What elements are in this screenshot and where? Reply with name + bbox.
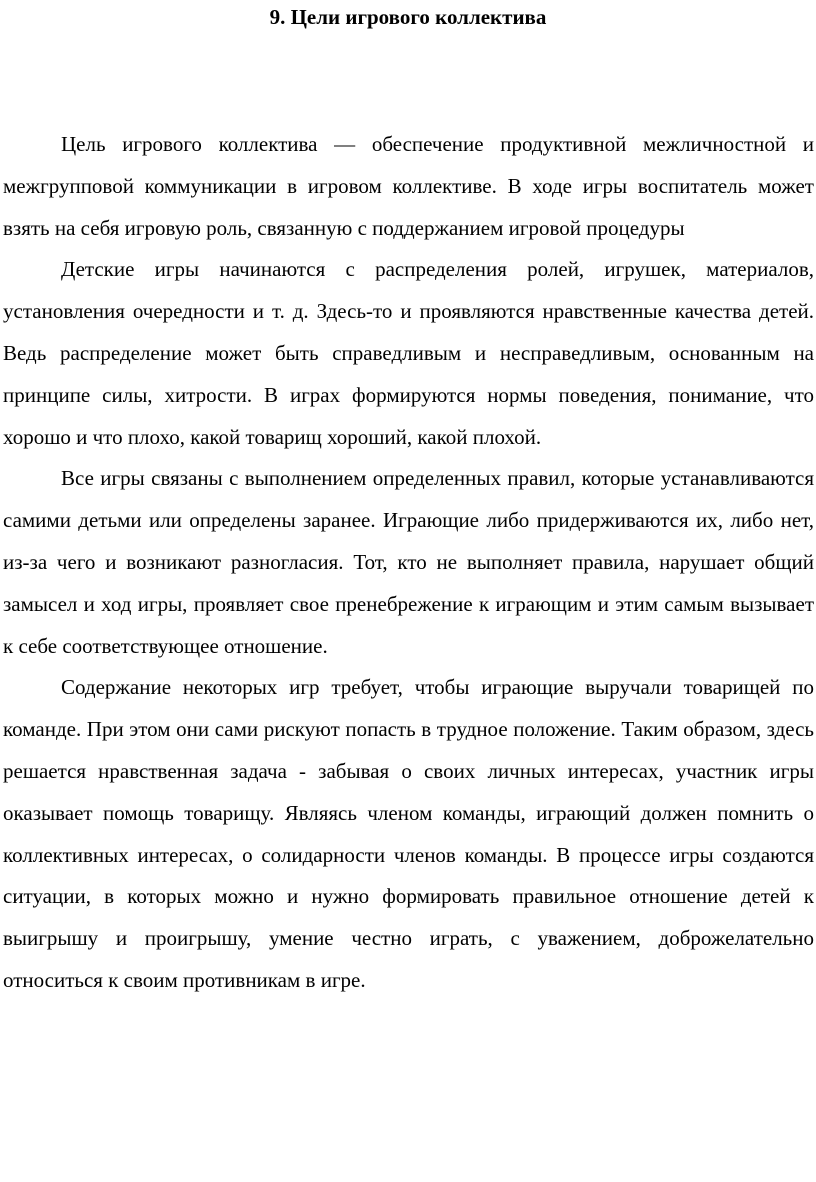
paragraph-1: Цель игрового коллектива — обеспечение продуктивной межличностной и межгрупповой коммуникации в игровом коллективе. В ходе игры воспитатель может взять на себя игровую роль, связанную с поддержанием игровой процедуры [3, 132, 814, 240]
document-body [3, 124, 814, 1002]
paragraph-4: Содержание некоторых игр требует, чтобы играющие выручали товарищей по команде. При этом они сами рискуют попасть в трудное положение. Таким образом, здесь решается нравственная задача - забывая о своих личных интересах, участник игры оказывает помощь товарищу. Являясь членом команды, играющий должен помнить о коллективных интересах, о солидарности членов команды. В процессе игры создаются ситуации, в которых можно и нужно формировать правильное отношение детей к выигрышу и проигрышу, умение честно играть, с уважением, доброжелательно относиться к своим противникам в игре. [3, 675, 814, 992]
paragraph-2: Детские игры начинаются с распределения ролей, игрушек, материалов, установления очередности и т. д. Здесь-то и проявляются нравственные качества детей. Ведь распределение может быть справедливым и несправедливым, основанным на принципе силы, хитрости. В играх формируются нормы поведения, понимание, что хорошо и что плохо, какой товарищ хороший, какой плохой. [3, 257, 814, 449]
paragraph-3: Все игры связаны с выполнением определенных правил, которые устанавливаются самими детьми или определены заранее. Играющие либо придерживаются их, либо нет, из-за чего и возникают разногласия. Тот, кто не выполняет правила, нарушает общий замысел и ход игры, проявляет свое пренебрежение к играющим и этим самым вызывает к себе соответствующее отношение. [3, 466, 814, 658]
document-title: 9. Цели игрового коллектива [269, 5, 547, 29]
